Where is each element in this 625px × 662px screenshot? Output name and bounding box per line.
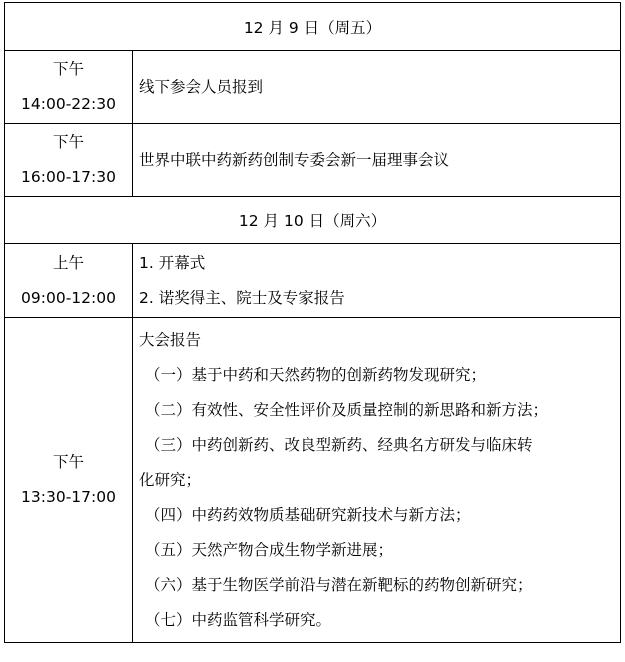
- session-content-cell: [133, 124, 621, 197]
- report-topic: （二）有效性、安全性评价及质量控制的新思路和新方法；: [145, 400, 549, 419]
- session-time-cell: [5, 244, 133, 318]
- session-period: 上午: [52, 253, 84, 272]
- session-content-cell: [133, 244, 621, 318]
- session-row: [5, 244, 621, 318]
- session-time: 13:30-17:00: [21, 488, 116, 506]
- day-header-row: [5, 3, 621, 51]
- day-header: 12 月 9 日（周五）: [5, 3, 621, 51]
- report-topic: （一）基于中药和天然药物的创新药物发现研究；: [145, 365, 487, 384]
- session-time: 14:00-22:30: [21, 95, 116, 113]
- session-time-cell: [5, 124, 133, 197]
- session-time-cell: [5, 318, 133, 643]
- session-period: 下午: [52, 133, 84, 151]
- day-header-row: [5, 197, 621, 244]
- report-topic: （七）中药监管科学研究。: [145, 610, 332, 629]
- session-time: 16:00-17:30: [21, 168, 116, 186]
- schedule-table: [4, 2, 621, 643]
- report-topic-continued: 化研究；: [139, 470, 202, 489]
- day-header: 12 月 10 日（周六）: [5, 197, 621, 244]
- report-topic: （六）基于生物医学前沿与潜在新靶标的药物创新研究；: [145, 575, 533, 594]
- session-row: [5, 124, 621, 197]
- session-time-cell: [5, 51, 133, 124]
- session-item: 线下参会人员报到: [139, 77, 264, 96]
- session-item: 1. 开幕式: [139, 253, 206, 272]
- session-time: 09:00-12:00: [21, 288, 116, 307]
- session-period: 下午: [52, 453, 84, 471]
- session-content-cell: [133, 51, 621, 124]
- report-topic: （三）中药创新药、改良型新药、经典名方研发与临床转: [145, 435, 533, 454]
- report-topic: （五）天然产物合成生物学新进展；: [145, 540, 394, 559]
- session-row: [5, 318, 621, 643]
- session-item: 2. 诺奖得主、院士及专家报告: [139, 288, 345, 307]
- session-period: 下午: [52, 60, 84, 78]
- session-content-cell: [133, 318, 621, 643]
- session-row: [5, 51, 621, 124]
- report-topic: （四）中药药效物质基础研究新技术与新方法；: [145, 505, 471, 524]
- report-title: 大会报告: [139, 330, 202, 349]
- session-item: 世界中联中药新药创制专委会新一届理事会议: [139, 150, 450, 169]
